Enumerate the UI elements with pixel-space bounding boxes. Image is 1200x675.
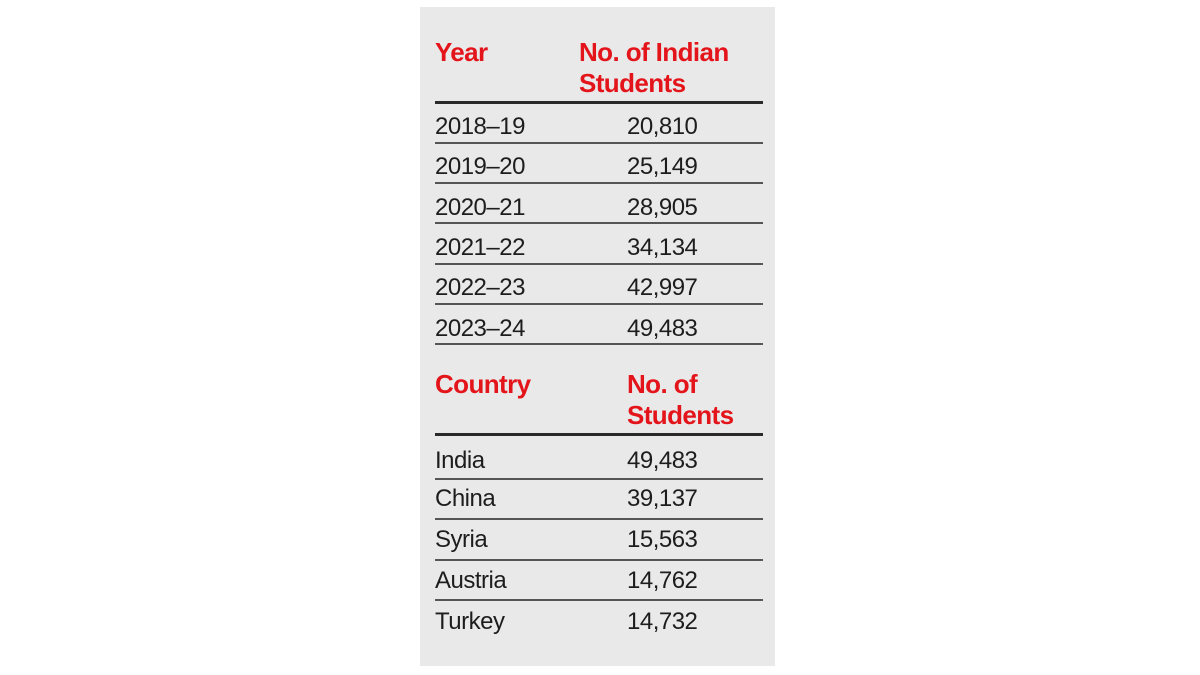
row-divider [435, 303, 763, 305]
count-cell: 49,483 [627, 447, 698, 474]
count-cell: 15,563 [627, 526, 698, 553]
country-cell: Turkey [435, 608, 505, 635]
count-cell: 39,137 [627, 485, 698, 512]
indian-students-header-line2: Students [579, 68, 686, 98]
count-cell: 20,810 [627, 113, 698, 140]
country-cell: China [435, 485, 496, 512]
year-cell: 2021–22 [435, 234, 525, 261]
count-cell: 28,905 [627, 194, 698, 221]
country-cell: Austria [435, 567, 507, 594]
data-panel [420, 7, 775, 666]
count-cell: 14,762 [627, 567, 698, 594]
row-divider [435, 263, 763, 265]
year-cell: 2018–19 [435, 113, 525, 140]
row-divider [435, 343, 763, 345]
indian-students-header-line1: No. of Indian [579, 37, 729, 67]
count-cell: 14,732 [627, 608, 698, 635]
year-cell: 2020–21 [435, 194, 525, 221]
header-divider [435, 433, 763, 436]
count-cell: 25,149 [627, 153, 698, 180]
year-cell: 2019–20 [435, 153, 525, 180]
count-cell: 34,134 [627, 234, 698, 261]
country-cell: Syria [435, 526, 488, 553]
country-cell: India [435, 447, 485, 474]
students-header-line2: Students [627, 400, 734, 430]
year-cell: 2022–23 [435, 274, 525, 301]
row-divider [435, 559, 763, 561]
row-divider [435, 182, 763, 184]
year-header: Year [435, 37, 488, 67]
students-header-line1: No. of [627, 369, 698, 399]
row-divider [435, 518, 763, 520]
row-divider [435, 478, 763, 480]
header-divider [435, 101, 763, 104]
count-cell: 42,997 [627, 274, 698, 301]
count-cell: 49,483 [627, 315, 698, 342]
country-header: Country [435, 369, 531, 399]
row-divider [435, 222, 763, 224]
row-divider [435, 142, 763, 144]
year-cell: 2023–24 [435, 315, 525, 342]
row-divider [435, 599, 763, 601]
